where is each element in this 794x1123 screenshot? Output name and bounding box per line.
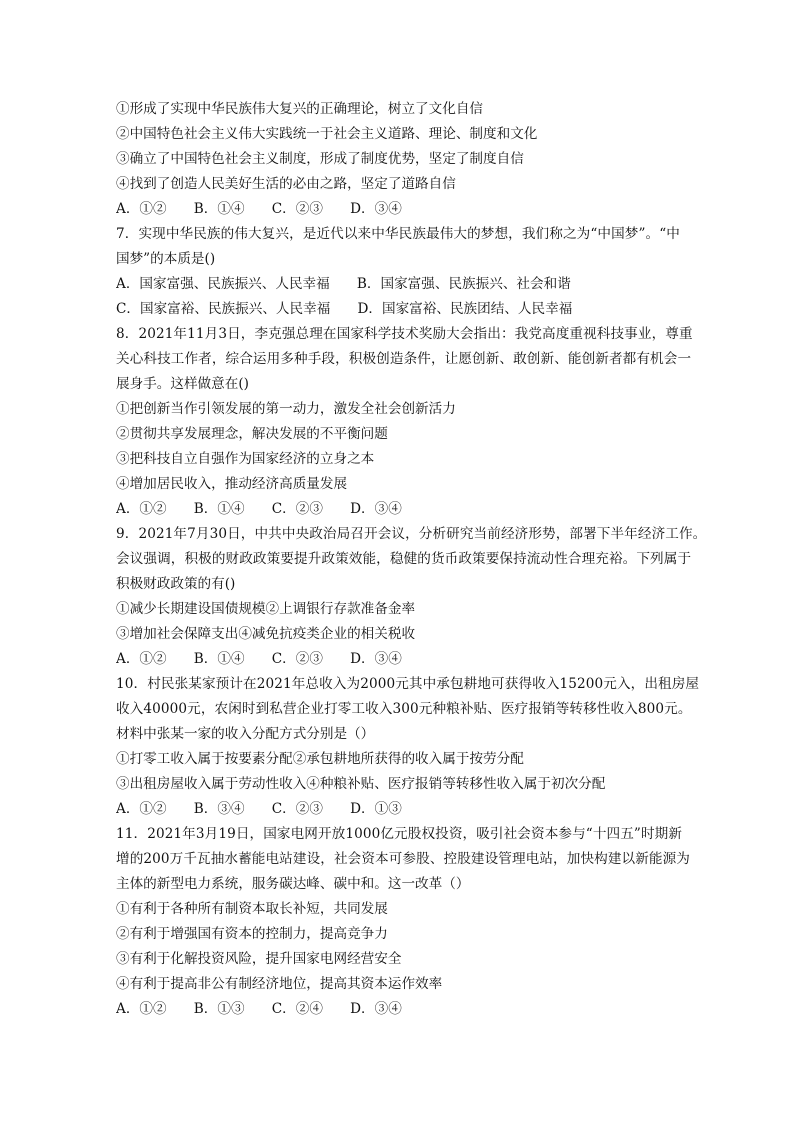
question-8-text: 关心科技工作者，综合运用多种手段，积极创造条件，让愿创新、敢创新、能创新者都有机会一	[116, 351, 692, 367]
answer-options: A．①② B．①④ C．②③ D．③④	[116, 651, 402, 667]
question-9-text: 会议强调，积极的财政政策要提升政策效能，稳健的货币政策要保持流动性合理充裕。下列属于	[116, 551, 692, 567]
document-page	[116, 97, 706, 1022]
text-line: ③有利于化解投资风险，提升国家电网经营安全	[116, 951, 402, 967]
text-line: ①把创新当作引领发展的第一动力，激发全社会创新活力	[116, 401, 456, 417]
question-10-text: 收入40000元，农闲时到私营企业打零工收入300元种粮补贴、医疗报销等转移性收入800元。	[116, 701, 692, 717]
question-11-text: 主体的新型电力系统，服务碳达峰、碳中和。这一改革（）	[116, 876, 470, 892]
text-line: ③把科技自立自强作为国家经济的立身之本	[116, 451, 375, 467]
question-9-text: 9．2021年7月30日，中共中央政治局召开会议，分析研究当前经济形势，部署下半年经济工作。	[116, 526, 706, 542]
text-line: ④找到了创造人民美好生活的必由之路，坚定了道路自信	[116, 176, 456, 192]
text-line: ①有利于各种所有制资本取长补短，共同发展	[116, 901, 388, 917]
answer-options: A．①② B．③④ C．②③ D．①③	[116, 801, 402, 817]
answer-options: A．国家富强、民族振兴、人民幸福 B．国家富强、民族振兴、社会和谐	[116, 276, 571, 292]
text-line: ③确立了中国特色社会主义制度，形成了制度优势，坚定了制度自信	[116, 151, 524, 167]
text-line: ①打零工收入属于按要素分配②承包耕地所获得的收入属于按劳分配	[116, 751, 524, 767]
question-10-text: 材料中张某一家的收入分配方式分别是（）	[116, 726, 375, 742]
question-7-text: 国梦”的本质是()	[116, 251, 216, 267]
question-11-text: 增的200万千瓦抽水蓄能电站建设，社会资本可参股、控股建设管理电站，加快构建以新能源为	[116, 851, 690, 867]
text-line: ④增加居民收入，推动经济高质量发展	[116, 476, 348, 492]
answer-options: C．国家富裕、民族振兴、人民幸福 D．国家富裕、民族团结、人民幸福	[116, 301, 573, 317]
text-line: ②有利于增强国有资本的控制力，提高竞争力	[116, 926, 388, 942]
question-9-text: 积极财政政策的有()	[116, 576, 236, 592]
question-7-text: 7．实现中华民族的伟大复兴，是近代以来中华民族最伟大的梦想，我们称之为“中国梦”。“中	[116, 226, 680, 242]
question-11-text: 11．2021年3月19日，国家电网开放1000亿元股权投资，吸引社会资本参与“十四五”时期新	[116, 826, 683, 842]
answer-options: A．①② B．①④ C．②③ D．③④	[116, 201, 402, 217]
answer-options: A．①② B．①④ C．②③ D．③④	[116, 501, 402, 517]
text-line: ④有利于提高非公有制经济地位，提高其资本运作效率	[116, 976, 443, 992]
text-line: ③出租房屋收入属于劳动性收入④种粮补贴、医疗报销等转移性收入属于初次分配	[116, 776, 606, 792]
question-8-text: 8．2021年11月3日，李克强总理在国家科学技术奖励大会指出：我党高度重视科技事业，尊重	[116, 326, 693, 342]
text-line: ②贯彻共享发展理念，解决发展的不平衡问题	[116, 426, 388, 442]
text-line: ①形成了实现中华民族伟大复兴的正确理论，树立了文化自信	[116, 101, 484, 117]
answer-options: A．①② B．①③ C．②④ D．③④	[116, 1001, 402, 1017]
question-8-text: 展身手。这样做意在()	[116, 376, 249, 392]
question-10-text: 10．村民张某家预计在2021年总收入为2000元其中承包耕地可获得收入15200元入，出租房屋	[116, 676, 700, 692]
text-line: ①减少长期建设国债规模②上调银行存款准备金率	[116, 601, 416, 617]
text-line: ③增加社会保障支出④减免抗疫类企业的相关税收	[116, 626, 416, 642]
text-line: ②中国特色社会主义伟大实践统一于社会主义道路、理论、制度和文化	[116, 126, 538, 142]
